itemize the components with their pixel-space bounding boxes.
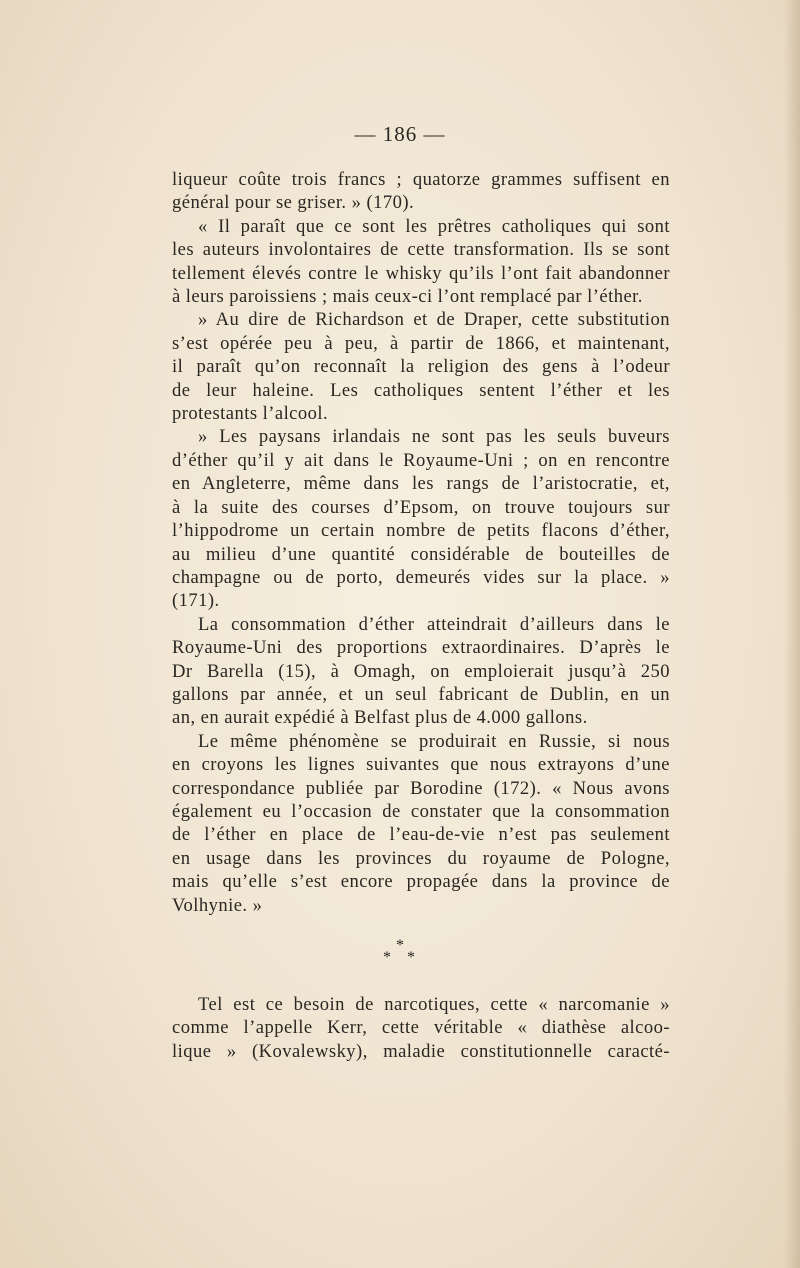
- separator-asterisks-bottom: * *: [383, 949, 421, 966]
- text-line: l’hippodrome un certain nombre de petits flacons d’éther,: [172, 520, 670, 542]
- text-line: an, en aurait expédié à Belfast plus de 4.000 gallons.: [172, 707, 588, 729]
- text-line: Le même phénomène se produirait en Russie, si nous: [198, 730, 670, 752]
- text-line: de l’éther en place de l’eau-de-vie n’est pas seulement: [172, 824, 670, 846]
- text-line: gallons par année, et un seul fabricant de Dublin, en un: [172, 683, 670, 705]
- text-line: » Au dire de Richardson et de Draper, cette substitution: [198, 309, 670, 331]
- text-line: d’éther qu’il y ait dans le Royaume-Uni ; on en rencontre: [172, 449, 670, 471]
- text-line: » Les paysans irlandais ne sont pas les seuls buveurs: [198, 426, 670, 448]
- text-line: « Il paraît que ce sont les prêtres catholiques qui sont: [198, 215, 670, 237]
- text-line: en Angleterre, même dans les rangs de l’aristocratie, et,: [172, 473, 670, 495]
- text-line: Royaume-Uni des proportions extraordinaires. D’après le: [172, 637, 670, 659]
- text-line: tellement élevés contre le whisky qu’ils l’ont fait abandonner: [172, 262, 670, 284]
- text-line: Volhynie. »: [172, 894, 263, 916]
- section-separator: [0, 937, 800, 966]
- text-line: La consommation d’éther atteindrait d’ailleurs dans le: [198, 613, 670, 635]
- text-line: en usage dans les provinces du royaume de Pologne,: [172, 847, 670, 869]
- text-line: (171).: [172, 590, 220, 612]
- separator-asterisk-top: *: [396, 937, 404, 954]
- text-line: liqueur coûte trois francs ; quatorze grammes suffisent en: [172, 169, 670, 190]
- text-line: à la suite des courses d’Epsom, on trouve toujours sur: [172, 496, 670, 518]
- closing-text-line: lique » (Kovalewsky), maladie constitutionnelle caracté-: [172, 1040, 670, 1062]
- text-line: à leurs paroissiens ; mais ceux-ci l’ont remplacé par l’éther.: [172, 286, 643, 308]
- text-line: mais qu’elle s’est encore propagée dans la province de: [172, 871, 670, 893]
- text-line: en croyons les lignes suivantes que nous extrayons d’une: [172, 754, 670, 776]
- body-text: [172, 168, 670, 917]
- text-line: s’est opérée peu à peu, à partir de 1866, et maintenant,: [172, 332, 670, 354]
- text-line: il paraît qu’on reconnaît la religion des gens à l’odeur: [172, 356, 670, 378]
- closing-text-line: comme l’appelle Kerr, cette véritable « diathèse alcoo-: [172, 1017, 670, 1039]
- page-number: — 186 —: [354, 122, 446, 146]
- text-line: également eu l’occasion de constater que la consommation: [172, 800, 670, 822]
- text-line: de leur haleine. Les catholiques sentent l’éther et les: [172, 379, 670, 401]
- text-line: les auteurs involontaires de cette transformation. Ils se sont: [172, 239, 670, 261]
- text-line: au milieu d’une quantité considérable de bouteilles de: [172, 543, 670, 565]
- text-line: Dr Barella (15), à Omagh, on emploierait jusqu’à 250: [172, 660, 670, 682]
- text-line: correspondance publiée par Borodine (172). « Nous avons: [172, 777, 670, 799]
- closing-text-line: Tel est ce besoin de narcotiques, cette « narcomanie »: [198, 994, 670, 1015]
- closing-paragraph: [172, 993, 670, 1063]
- text-line: protestants l’alcool.: [172, 403, 329, 425]
- text-line: champagne ou de porto, demeurés vides sur la place. »: [172, 566, 670, 588]
- page-edge-shadow: [784, 0, 800, 1268]
- text-line: général pour se griser. » (170).: [172, 192, 415, 214]
